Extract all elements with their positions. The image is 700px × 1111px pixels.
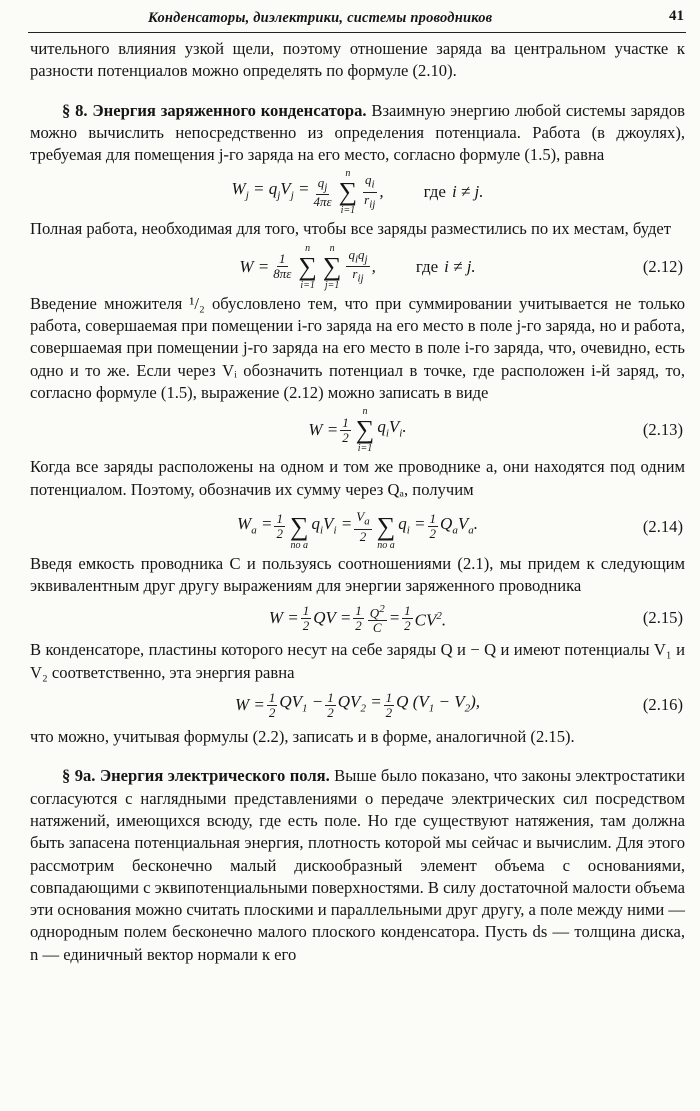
equation-2-15-number: (2.15) bbox=[642, 608, 683, 628]
page-body bbox=[30, 38, 685, 966]
equation-2-12: W = $\frac{1}{8\pi\varepsilon}$ n ∑ i=1 n ∑ j=1 $\frac{q_iq_j}{r_{ij}}$ , где i ≠ j. (2.12) bbox=[239, 242, 683, 291]
equation-2-13-number: (2.13) bbox=[642, 420, 683, 440]
section-8 bbox=[30, 100, 685, 167]
running-title: Конденсаторы, диэлектрики, системы проводников bbox=[148, 10, 493, 26]
equation-2-12-where: где bbox=[415, 256, 439, 276]
equation-2-16-number: (2.16) bbox=[642, 694, 683, 714]
paragraph-total-work: Полная работа, необходимая для того, чтобы все заряды разместились по их местам, будет bbox=[30, 219, 672, 239]
paragraph-continuation: чительного влияния узкой щели, поэтому отношение заряда ва центральном участке к разности потенциалов можно определять по формуле (2.10). bbox=[30, 39, 685, 81]
equation-2-13: W = $\frac{1}{2}$ n ∑ i=1 $q_iV_i$. (2.13) bbox=[308, 406, 683, 455]
section-9a bbox=[30, 765, 685, 966]
paragraph-capacitance: Введя емкость проводника C и пользуясь соотношениями (2.1), мы придем к следующим эквивалентным друг другу выражениям для энергии заряженного проводника bbox=[30, 553, 685, 596]
equation-2-14: $W_a$ = $\frac{1}{2}$ ∑ по a $q_iV_i$ = $\frac{V_a}{2}$ ∑ по a $q_i$ = $\frac{1}{2}$ $Q_aV_a$. (2.14) bbox=[237, 509, 683, 551]
running-header bbox=[28, 8, 686, 33]
section-9a-text: Выше было показано, что законы электростатики согласуются с наглядными представлениями о передаче электрических сил посредством натяжений, имеющихся всюду, где есть поле. Но где существуют натяжения, там должна быть запасена потенциальная энергия, плотность которой мы сейчас и вычислим. Для этого рассмотрим бесконечно малый дискообразный элемент объема с основаниями, совпадающими с эквипотенциальными поверхностями. В силу достаточной малости объема эти основания можно считать плоскими и параллельными друг другу, а поле между ними — однородным полем бесконечно малого плоского конденсатора. Пусть ds — толщина диска, n — единичный вектор нормали к его bbox=[30, 766, 685, 964]
paragraph-one-conductor: Когда все заряды расположены на одном и том же проводнике a, они находятся под одним потенциалом. Поэтому, обозначив их сумму через Qₐ, получим bbox=[30, 457, 685, 499]
equation-2-12-number: (2.12) bbox=[642, 256, 683, 276]
equation-2-12-condition: i ≠ j. bbox=[444, 256, 476, 276]
equation-2-14-number: (2.14) bbox=[642, 516, 683, 536]
equation-wj-condition: i ≠ j. bbox=[451, 182, 484, 202]
sum-label-2: по a bbox=[377, 539, 395, 551]
equation-2-15: W = $\frac{1}{2}$ QV = $\frac{1}{2}$ $\frac{Q^2}{C}$ = $\frac{1}{2}$ $CV^2$. (2.15) bbox=[268, 602, 683, 636]
section-9a-heading: § 9а. Энергия электрического поля. bbox=[62, 766, 330, 786]
section-8-heading: § 8. Энергия заряженного конденсатора. bbox=[62, 100, 367, 120]
section-8-text: Взаимную энергию любой системы зарядов можно вычислить непосредственно из определения потенциала. Работа (в джоулях), требуемая для помещения j-го заряда на его место, согласно формуле (1.5), равна bbox=[30, 100, 685, 165]
equation-wj-where: где bbox=[423, 182, 446, 202]
paragraph-analogous: что можно, учитывая формулы (2.2), записать и в форме, аналогичной (2.15). bbox=[30, 727, 575, 747]
sum-label: по a bbox=[290, 539, 308, 551]
paragraph-half-factor: Введение множителя ¹/₂ обусловлено тем, что при суммировании учитывается не только работа, совершаемая при помещении i-го заряда на его место в поле j-го заряда, но и работа, совершаемая при помещении j-го заряда на его место в поле i-го заряда, что, очевидно, есть одно и то же. Если через Vᵢ обозначить потенциал в точке, где расположен i-й заряд, то, согласно формуле (1.5), выражение (2.12) можно записать в виде bbox=[30, 293, 685, 402]
paragraph-capacitor: В конденсаторе, пластины которого несут на себе заряды Q и − Q и имеют потенциалы V₁ и V₂ соответственно, эта энергия равна bbox=[30, 640, 685, 682]
equation-wj: $W_j = q_jV_j$ = $\frac{q_j}{4\pi\varepsilon}$ n ∑ i=1 $\frac{q_i}{r_{ij}}$ , где i ≠ j. bbox=[231, 168, 484, 217]
equation-2-16: W = $\frac{1}{2}$ $QV_1$ − $\frac{1}{2}$ $QV_2$ = $\frac{1}{2}$ Q $(V_1 - V_2)$, (2.16) bbox=[234, 689, 683, 720]
page-number: 41 bbox=[669, 8, 684, 24]
